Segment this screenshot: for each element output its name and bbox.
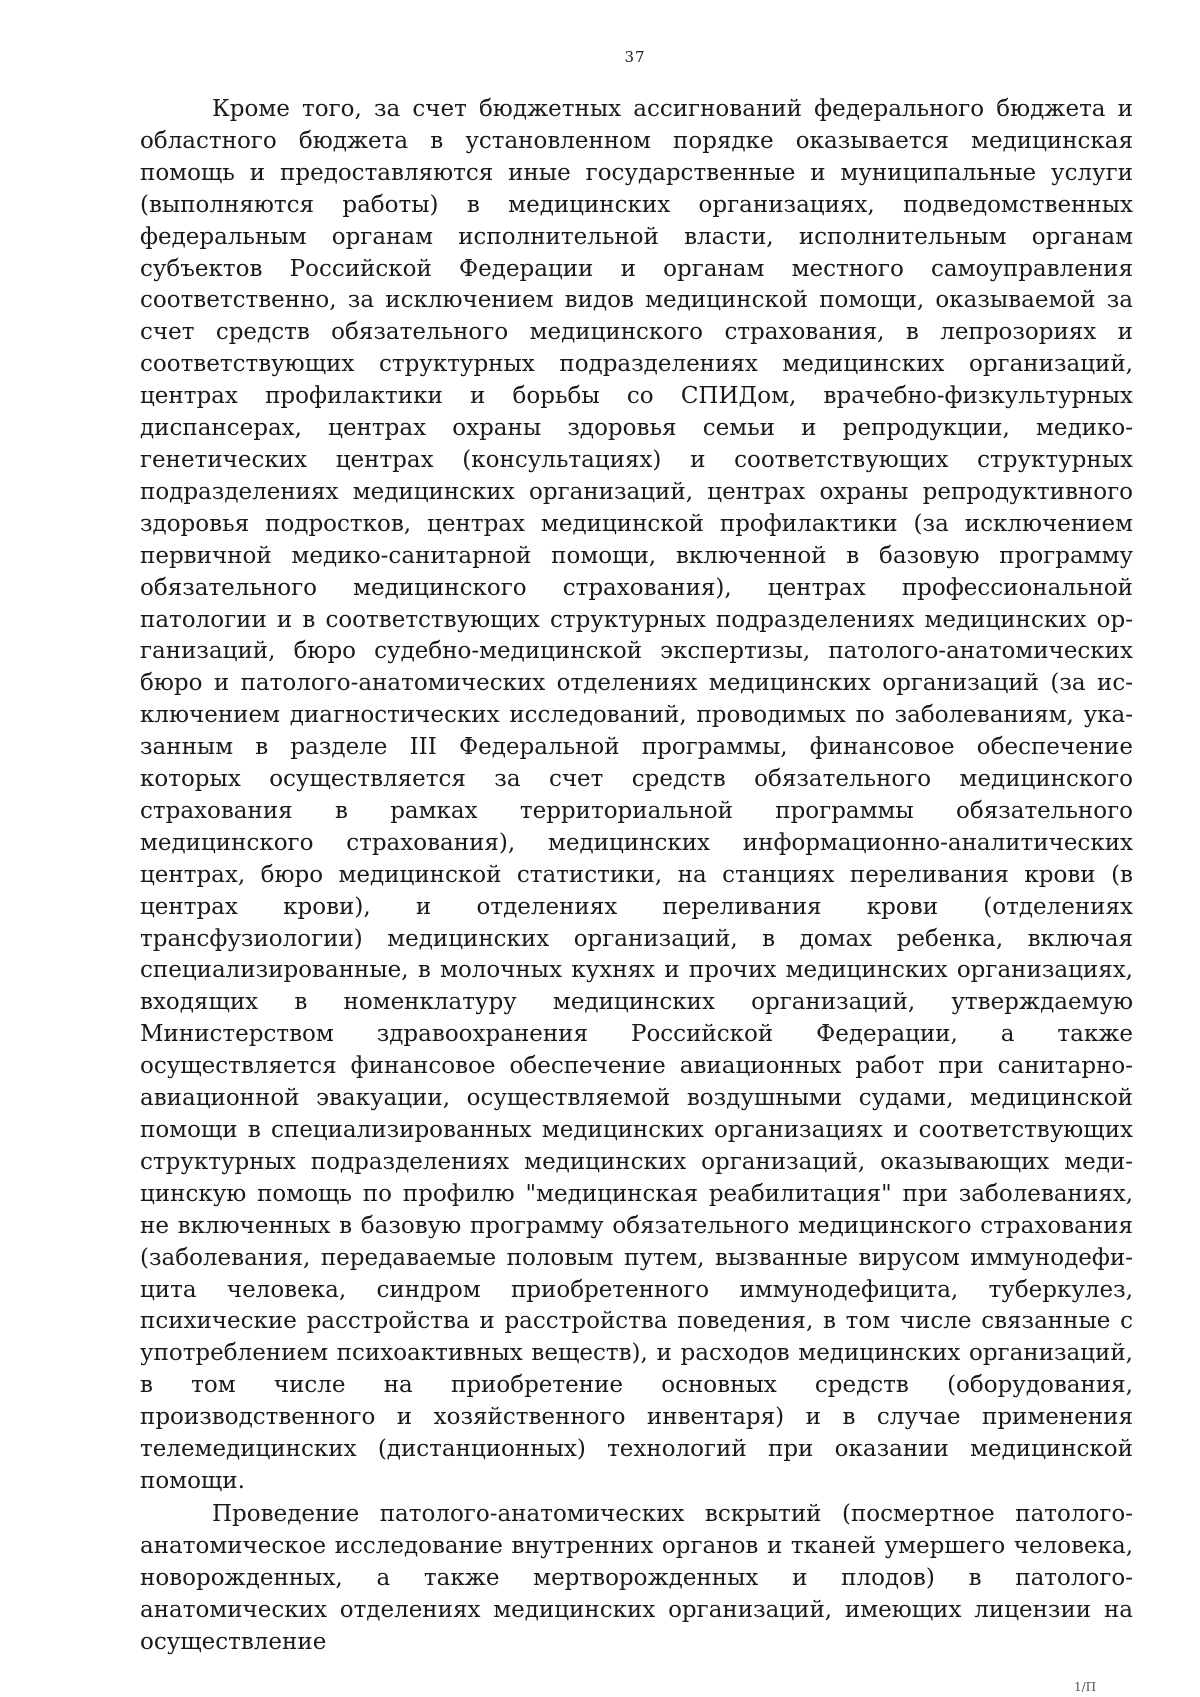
page-number: 37 — [624, 48, 646, 66]
document-body — [140, 94, 1133, 1659]
footer-mark: 1/П — [1074, 1680, 1097, 1694]
paragraph-autopsies: Проведение патолого-анатомических вскрытий (посмертное патолого-анатомическое исследование внутренних органов и тканей умершего человека, новорожденных, а также мертворожденных и плодов) в патолого-анатомических отделениях медицинских организаций, имеющих лицензии на осуществление — [140, 1500, 1133, 1655]
paragraph-budget-funding: Кроме того, за счет бюджетных ассигнований федерального бюджета и областного бюджета в установленном порядке оказывается медицинская помощь и предоставляются иные государственные и муниципальные услуги (выполняются работы) в медицинских организациях, подведомственных федеральным органам исполнительной власти, исполнительным органам субъектов Российской Федерации и органам местного самоуправления соответственно, за исключением видов медицинской помощи, оказываемой за счет средств обязательного медицинского страхования, в лепрозориях и соответствующих структурных подразделениях медицинских организаций, центрах профилактики и борьбы со СПИДом, врачебно-физкультурных диспансерах, центрах охраны здоровья семьи и репродукции, медико-генетических центрах (консультациях) и соответствующих структурных подразделениях медицинских организаций, центрах охраны репродуктивного здоровья подростков, центрах медицинской профилактики (за исключением первичной медико-санитарной помощи, включенной в базовую программу обязательного медицинского страхования), центрах профессиональной патологии и в соответствующих структурных подразделениях медицинских организаций, бюро судебно-медицинской экспертизы, патолого-анатомических бюро и патолого-анатомических отделениях медицинских организаций (за исключением диагностических исследований, проводимых по заболеваниям, указанным в разделе III Федеральной программы, финансовое обеспечение которых осуществляется за счет средств обязательного медицинского страхования в рамках территориальной программы обязательного медицинского страхования), медицинских информационно-аналитических центрах, бюро медицинской статистики, на станциях переливания крови (в центрах крови), и отделениях переливания крови (отделениях трансфузиологии) медицинских организаций, в домах ребенка, включая специализированные, в молочных кухнях и прочих медицинских организациях, входящих в номенклатуру медицинских организаций, утверждаемую Министерством здравоохранения Российской Федерации, а также осуществляется финансовое обеспечение авиационных работ при санитарно-авиационной эвакуации, осуществляемой воздушными судами, медицинской помощи в специализированных медицинских организациях и соответствующих структурных подразделениях медицинских организаций, оказывающих медицинскую помощь по профилю "медицинская реабилитация" при заболеваниях, не включенных в базовую программу обязательного медицинского страхования (заболевания, передаваемые половым путем, вызванные вирусом иммунодефицита человека, синдром приобретенного иммунодефицита, туберкулез, психические расстройства и расстройства поведения, в том числе связанные с употреблением психоактивных веществ), и расходов медицинских организаций, в том числе на приобретение основных средств (оборудования, производственного и хозяйственного инвентаря) и в случае применения телемедицинских (дистанционных) технологий при оказании медицинской помощи. — [140, 96, 1133, 1494]
